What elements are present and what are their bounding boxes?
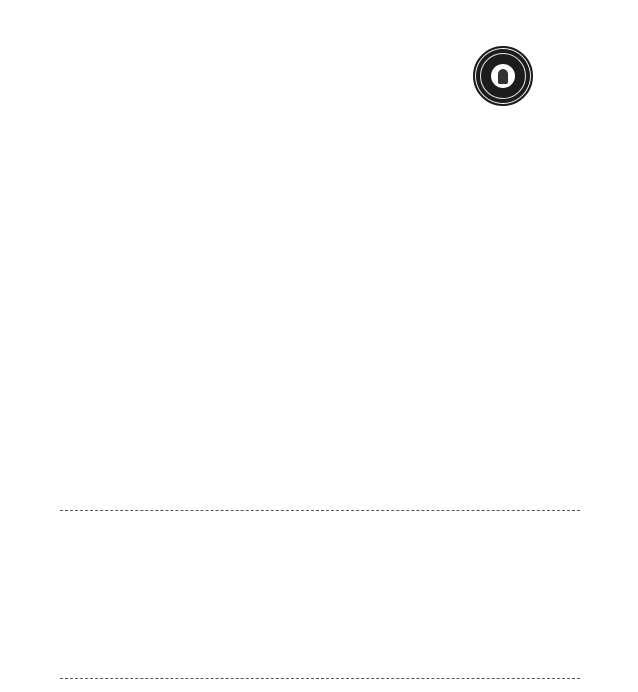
logo-emblem — [491, 64, 515, 88]
dashed-divider-top — [60, 510, 580, 511]
kandars-logo-icon — [473, 46, 533, 106]
dashed-divider-bottom — [60, 678, 580, 679]
